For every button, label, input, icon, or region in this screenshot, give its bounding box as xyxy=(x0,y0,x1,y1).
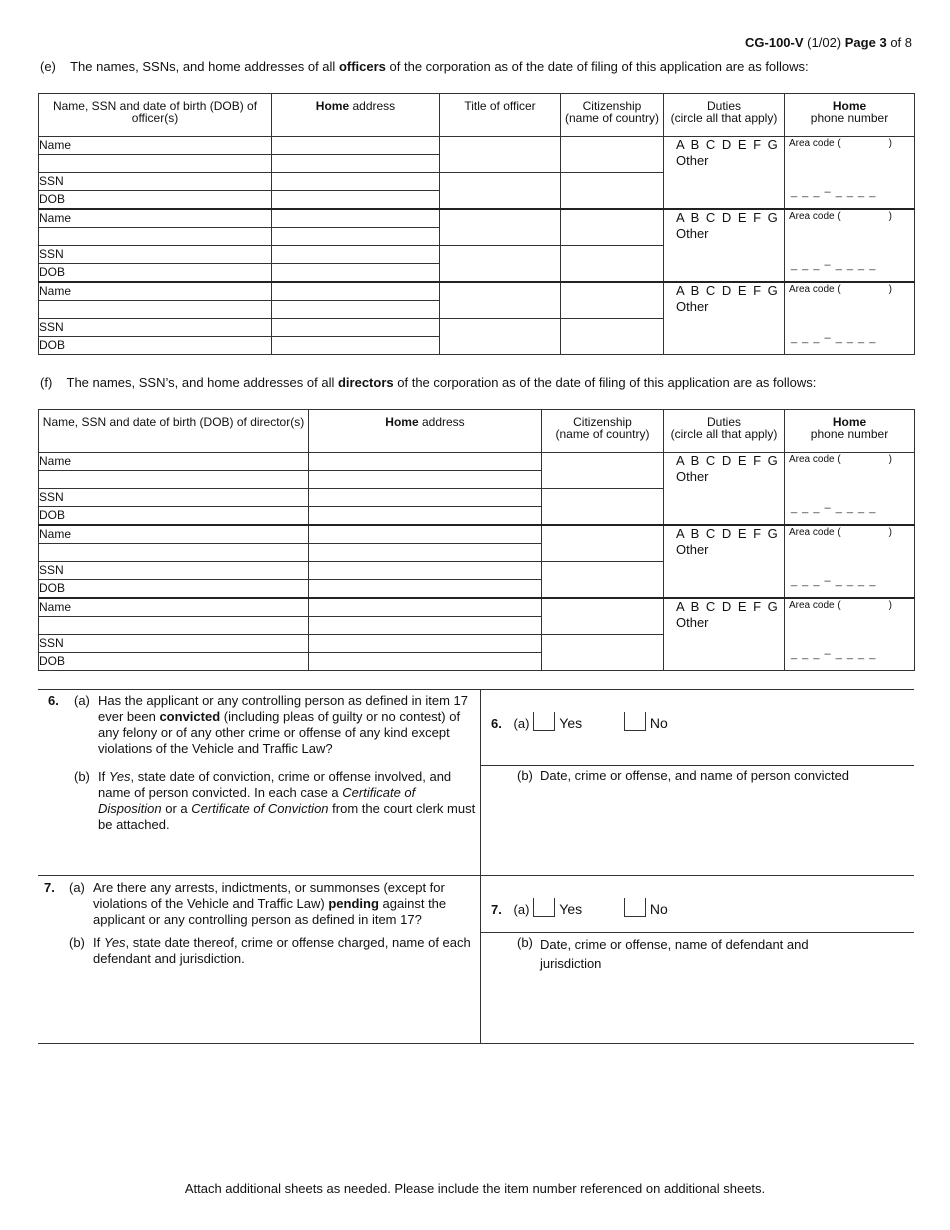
q6-no-checkbox[interactable] xyxy=(624,712,646,731)
q7a-text xyxy=(93,880,478,928)
citizenship-field-cont[interactable] xyxy=(542,489,664,526)
citizenship-field-cont[interactable] xyxy=(561,246,664,283)
title-field-cont[interactable] xyxy=(440,173,561,210)
form-header xyxy=(745,35,912,50)
address-field[interactable] xyxy=(309,525,542,544)
citizenship-field-cont[interactable] xyxy=(561,319,664,355)
address-field-cont[interactable] xyxy=(272,246,440,264)
address-field-cont[interactable] xyxy=(309,489,542,507)
address-field-cont[interactable] xyxy=(272,264,440,283)
citizenship-field-cont[interactable] xyxy=(542,635,664,671)
dob-field[interactable]: DOB xyxy=(39,191,272,210)
officer-row xyxy=(39,282,915,301)
text-part: , state date of conviction, crime or offense involved, and name of person convicted. In each case a xyxy=(98,769,452,800)
citizenship-field[interactable] xyxy=(542,453,664,489)
form-id: CG-100-V xyxy=(745,35,804,50)
column-divider xyxy=(480,876,481,1044)
q7-no-checkbox[interactable] xyxy=(624,898,646,917)
q7-no-label: No xyxy=(649,901,668,917)
duties-field[interactable] xyxy=(664,453,785,526)
duties-field[interactable] xyxy=(664,282,785,355)
title-field-cont[interactable] xyxy=(440,246,561,283)
answer-divider xyxy=(481,765,914,766)
section-marker: (f) xyxy=(40,375,53,390)
officers-table xyxy=(38,93,915,355)
address-field-cont[interactable] xyxy=(309,471,542,489)
phone-dashes: _ _ _ – _ _ _ _ xyxy=(791,575,877,587)
citizenship-field-cont[interactable] xyxy=(542,562,664,599)
q6-yes-checkbox[interactable] xyxy=(533,712,555,731)
col-duties-header xyxy=(664,410,785,453)
text-part: or a xyxy=(165,801,188,816)
area-code-label: Area code ( xyxy=(789,138,841,149)
col-address-header xyxy=(272,94,440,137)
duties-letters: A B C D E F G xyxy=(676,526,780,541)
text-part: (circle all that apply) xyxy=(670,111,778,125)
name-field-cont[interactable] xyxy=(39,301,272,319)
address-field[interactable] xyxy=(272,282,440,301)
bold-part: Home xyxy=(315,99,350,113)
duties-other: Other xyxy=(676,153,709,168)
intro-text: The names, SSNs, and home addresses of all xyxy=(70,59,336,74)
area-code-label: Area code ( xyxy=(789,284,841,295)
text-part: phone number xyxy=(810,427,889,441)
director-row xyxy=(39,598,915,617)
text-part: phone number xyxy=(810,111,889,125)
title-field[interactable] xyxy=(440,282,561,319)
address-field[interactable] xyxy=(309,453,542,471)
address-field-cont[interactable] xyxy=(272,337,440,355)
text-part: If xyxy=(93,935,101,950)
intro-text: The names, SSN’s, and home addresses of all xyxy=(66,375,335,390)
duties-letters: A B C D E F G xyxy=(676,283,780,298)
q7-number: 7. xyxy=(44,880,55,895)
duties-other: Other xyxy=(676,226,709,241)
ssn-field[interactable]: SSN xyxy=(39,489,309,507)
text-part: (including pleas of guilty or no contest) of any felony or of any other crime or offense of any kind except violations of the Vehicle and Traffic Law? xyxy=(98,709,461,756)
phone-field[interactable] xyxy=(785,137,915,210)
officers-intro xyxy=(40,59,809,74)
col-duties-header xyxy=(664,94,785,137)
text-part: Citizenship xyxy=(573,415,632,429)
address-field-cont[interactable] xyxy=(309,580,542,599)
close-paren: ) xyxy=(888,454,892,465)
q6b-answer-text[interactable]: Date, crime or offense, and name of person convicted xyxy=(540,768,850,783)
text-part: Are there any arrests, indictments, or summonses (except for violations of the Vehicle and Traffic Law) xyxy=(93,880,445,911)
address-field-cont[interactable] xyxy=(272,228,440,246)
col-address-header xyxy=(309,410,542,453)
address-field-cont[interactable] xyxy=(309,617,542,635)
text-part: (name of country) xyxy=(555,427,650,441)
col-title-header: Title of officer xyxy=(440,94,561,137)
name-field-cont[interactable] xyxy=(39,617,309,635)
area-code-label: Area code ( xyxy=(789,600,841,611)
intro-text-end: of the corporation as of the date of filing of this application are as follows: xyxy=(389,59,809,74)
q6-number: 6. xyxy=(48,693,59,708)
bold-part: Home xyxy=(385,415,419,429)
address-field-cont[interactable] xyxy=(309,653,542,671)
q6b-answer-marker: (b) xyxy=(517,768,533,783)
address-field-cont[interactable] xyxy=(272,319,440,337)
name-field[interactable]: Name xyxy=(39,209,272,228)
italic-part: Certificate of Disposition xyxy=(98,785,416,816)
address-field-cont[interactable] xyxy=(309,507,542,526)
dob-field[interactable]: DOB xyxy=(39,337,272,355)
q7b-answer-text[interactable]: Date, crime or offense, name of defendant and jurisdiction xyxy=(540,937,809,971)
ssn-field[interactable]: SSN xyxy=(39,246,272,264)
citizenship-field[interactable] xyxy=(542,598,664,635)
area-code-label: Area code ( xyxy=(789,527,841,538)
duties-letters: A B C D E F G xyxy=(676,137,780,152)
footer-note: Attach additional sheets as needed. Please include the item number referenced on additional sheets. xyxy=(184,1181,766,1196)
duties-field[interactable] xyxy=(664,525,785,598)
name-field-cont[interactable] xyxy=(39,155,272,173)
address-field-cont[interactable] xyxy=(272,301,440,319)
text-part: (name of country) xyxy=(564,111,660,125)
q6a-marker: (a) xyxy=(74,693,90,708)
q7b-answer-marker: (b) xyxy=(517,935,533,950)
q7a-marker: (a) xyxy=(69,880,85,895)
text-part: from the court clerk must be attached. xyxy=(98,801,476,832)
ssn-field[interactable]: SSN xyxy=(39,562,309,580)
duties-other: Other xyxy=(676,469,709,484)
name-field-cont[interactable] xyxy=(39,228,272,246)
duties-field[interactable] xyxy=(664,209,785,282)
duties-other: Other xyxy=(676,299,709,314)
directors-table xyxy=(38,409,915,671)
q7a-answer-marker: (a) xyxy=(513,902,530,917)
col-name-header: Name, SSN and date of birth (DOB) of officer(s) xyxy=(39,94,272,137)
q7b-marker: (b) xyxy=(69,935,85,950)
bold-part: Home xyxy=(832,99,867,113)
text-part: If xyxy=(98,769,106,784)
dob-field[interactable]: DOB xyxy=(39,264,272,283)
phone-dashes: _ _ _ – _ _ _ _ xyxy=(791,648,877,660)
address-field-cont[interactable] xyxy=(272,155,440,173)
text-part: Duties xyxy=(706,99,741,113)
address-field-cont[interactable] xyxy=(309,635,542,653)
col-citizenship-header xyxy=(542,410,664,453)
citizenship-field[interactable] xyxy=(561,209,664,246)
duties-field[interactable] xyxy=(664,137,785,210)
dob-field[interactable]: DOB xyxy=(39,653,309,671)
officer-row xyxy=(39,137,915,155)
dob-field[interactable]: DOB xyxy=(39,580,309,599)
name-field[interactable]: Name xyxy=(39,525,309,544)
q7-yes-label: Yes xyxy=(559,901,583,917)
text-part: (circle all that apply) xyxy=(670,427,778,441)
answer-divider xyxy=(481,932,914,933)
q7-yes-checkbox[interactable] xyxy=(533,898,555,917)
question-6-block xyxy=(38,689,914,876)
form-revision: (1/02) xyxy=(807,35,842,50)
intro-text-end: of the corporation as of the date of filing of this application are as follows: xyxy=(397,375,817,390)
phone-field[interactable] xyxy=(785,282,915,355)
text-part: , state date thereof, crime or offense charged, name of each defendant and jurisdiction. xyxy=(93,935,471,966)
address-field-cont[interactable] xyxy=(272,173,440,191)
director-row xyxy=(39,525,915,544)
intro-bold: directors xyxy=(337,375,394,390)
close-paren: ) xyxy=(888,600,892,611)
ssn-field[interactable]: SSN xyxy=(39,319,272,337)
text-part: Has the applicant or any controlling person as defined in item 17 ever been xyxy=(98,693,468,724)
text-part: Duties xyxy=(706,415,741,429)
q7b-text xyxy=(93,935,478,967)
intro-bold: officers xyxy=(338,59,386,74)
phone-field[interactable] xyxy=(785,453,915,526)
page-label: Page 3 xyxy=(844,35,887,50)
duties-letters: A B C D E F G xyxy=(676,210,780,225)
col-name-header: Name, SSN and date of birth (DOB) of director(s) xyxy=(39,410,309,453)
close-paren: ) xyxy=(888,211,892,222)
bottom-rule xyxy=(38,1043,914,1044)
q7a-answer-row xyxy=(491,898,668,917)
text-part: Citizenship xyxy=(582,99,642,113)
page-of: of 8 xyxy=(890,35,912,50)
phone-field[interactable] xyxy=(785,598,915,671)
ssn-field[interactable]: SSN xyxy=(39,173,272,191)
section-marker: (e) xyxy=(40,59,56,74)
title-field[interactable] xyxy=(440,137,561,173)
name-field-cont[interactable] xyxy=(39,471,309,489)
bold-part: pending xyxy=(328,896,379,911)
title-field-cont[interactable] xyxy=(440,319,561,355)
citizenship-field-cont[interactable] xyxy=(561,173,664,210)
director-row xyxy=(39,453,915,471)
area-code-label: Area code ( xyxy=(789,454,841,465)
officer-row xyxy=(39,209,915,228)
name-field[interactable]: Name xyxy=(39,598,309,617)
close-paren: ) xyxy=(888,284,892,295)
italic-part: Yes xyxy=(103,935,126,950)
name-field-cont[interactable] xyxy=(39,544,309,562)
citizenship-field[interactable] xyxy=(561,137,664,173)
ssn-field[interactable]: SSN xyxy=(39,635,309,653)
phone-field[interactable] xyxy=(785,209,915,282)
dob-field[interactable]: DOB xyxy=(39,507,309,526)
italic-part: Yes xyxy=(108,769,131,784)
q6b-text xyxy=(98,769,478,833)
address-field-cont[interactable] xyxy=(272,191,440,210)
col-phone-header xyxy=(785,410,915,453)
question-7-block xyxy=(38,875,914,1044)
text-part: address xyxy=(352,99,396,113)
citizenship-field[interactable] xyxy=(561,282,664,319)
q6a-answer-marker: (a) xyxy=(513,716,530,731)
duties-letters: A B C D E F G xyxy=(676,599,780,614)
q6-no-label: No xyxy=(649,715,668,731)
text-part: against the applicant or any controlling person as defined in item 17? xyxy=(93,896,447,927)
phone-field[interactable] xyxy=(785,525,915,598)
area-code-label: Area code ( xyxy=(789,211,841,222)
q7-answer-number: 7. xyxy=(491,902,502,917)
citizenship-field[interactable] xyxy=(542,525,664,562)
column-divider xyxy=(480,690,481,876)
name-field[interactable]: Name xyxy=(39,282,272,301)
duties-other: Other xyxy=(676,542,709,557)
duties-letters: A B C D E F G xyxy=(676,453,780,468)
q6-answer-number: 6. xyxy=(491,716,502,731)
address-field[interactable] xyxy=(272,137,440,155)
directors-header-row xyxy=(39,410,915,453)
duties-other: Other xyxy=(676,615,709,630)
address-field[interactable] xyxy=(309,598,542,617)
directors-intro xyxy=(40,375,816,390)
text-part: address xyxy=(421,415,465,429)
address-field-cont[interactable] xyxy=(309,544,542,562)
italic-part: Certificate of Conviction xyxy=(191,801,329,816)
officers-header-row xyxy=(39,94,915,137)
bold-part: Home xyxy=(832,415,867,429)
name-field[interactable]: Name xyxy=(39,453,309,471)
address-field-cont[interactable] xyxy=(309,562,542,580)
title-field[interactable] xyxy=(440,209,561,246)
close-paren: ) xyxy=(888,527,892,538)
col-citizenship-header xyxy=(561,94,664,137)
q6a-text xyxy=(98,693,476,757)
close-paren: ) xyxy=(888,138,892,149)
phone-dashes: _ _ _ – _ _ _ _ xyxy=(791,502,877,514)
address-field[interactable] xyxy=(272,209,440,228)
duties-field[interactable] xyxy=(664,598,785,671)
phone-dashes: _ _ _ – _ _ _ _ xyxy=(791,186,877,198)
q6a-answer-row xyxy=(491,712,668,731)
q6-yes-label: Yes xyxy=(559,715,583,731)
name-field[interactable]: Name xyxy=(39,137,272,155)
q6b-marker: (b) xyxy=(74,769,90,784)
col-phone-header xyxy=(785,94,915,137)
phone-dashes: _ _ _ – _ _ _ _ xyxy=(791,259,877,271)
bold-part: convicted xyxy=(159,709,221,724)
phone-dashes: _ _ _ – _ _ _ _ xyxy=(791,332,877,344)
